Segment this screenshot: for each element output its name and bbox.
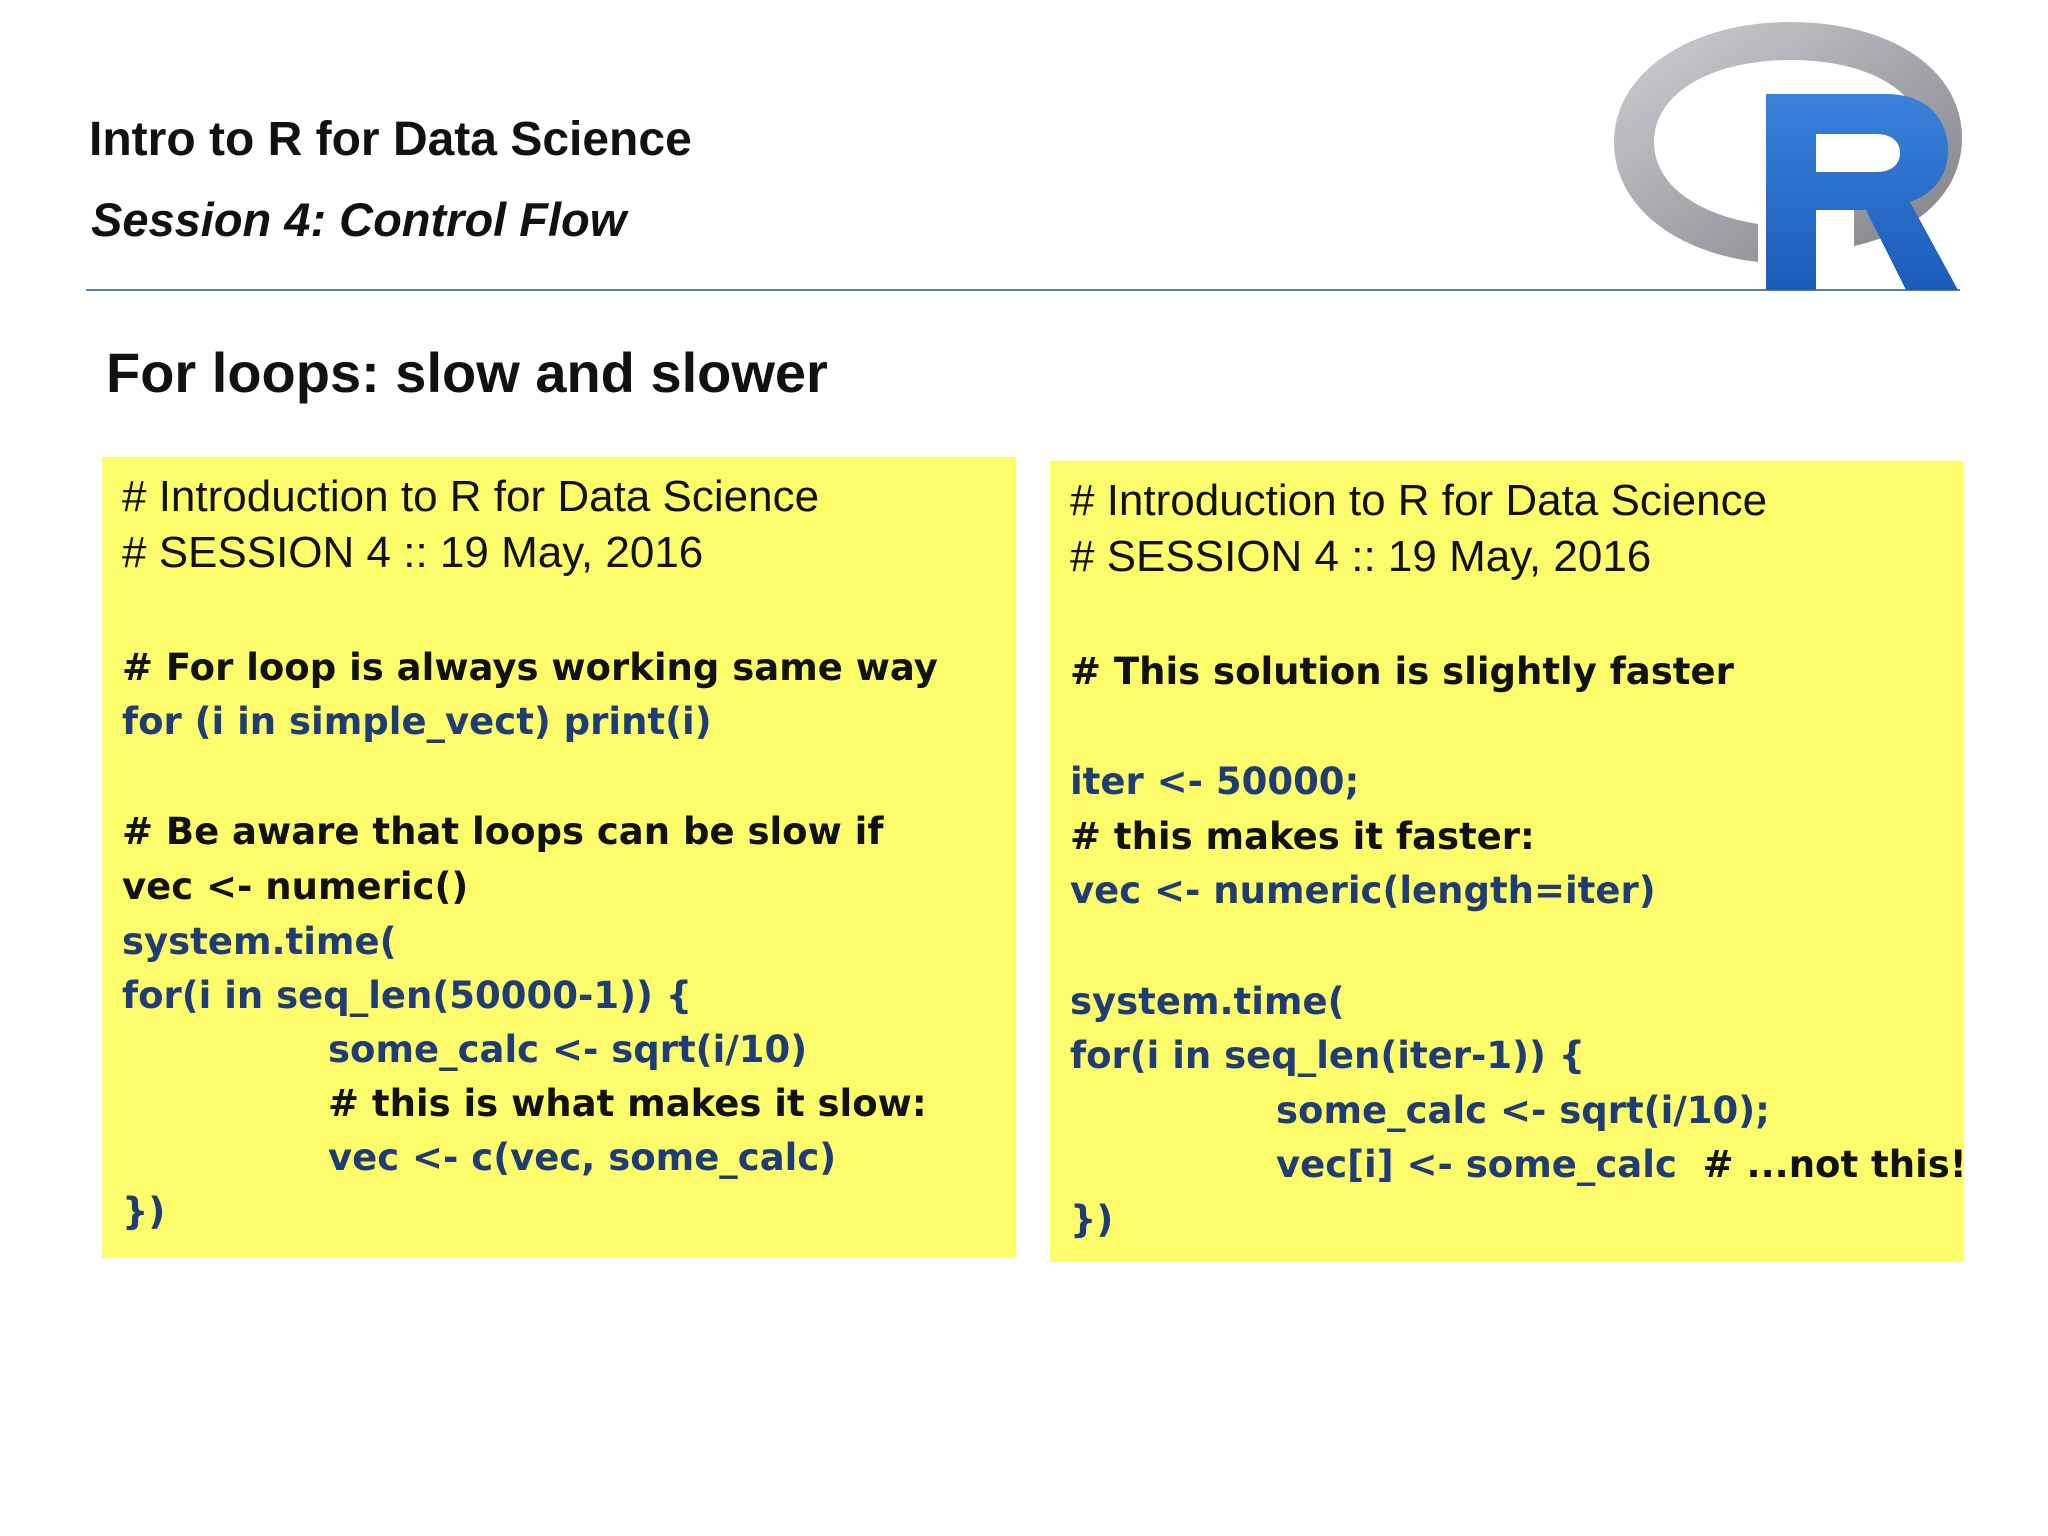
code-line: system.time( [1070, 980, 1345, 1023]
code-line: # Introduction to R for Data Science [122, 472, 820, 521]
presentation-title: Intro to R for Data Science [89, 113, 692, 166]
code-panel-fast [1050, 461, 1967, 1262]
code-line: # this makes it faster: [1070, 815, 1535, 858]
code-line: some_calc <- sqrt(i/10); [1276, 1089, 1770, 1132]
code-statement: vec[i] <- some_calc [1276, 1143, 1677, 1186]
code-line: for(i in seq_len(50000-1)) { [122, 974, 693, 1017]
code-line: for(i in seq_len(iter-1)) { [1070, 1034, 1586, 1077]
code-line: for (i in simple_vect) print(i) [122, 700, 712, 743]
code-line: vec <- c(vec, some_calc) [328, 1136, 837, 1179]
r-logo [1610, 18, 1970, 294]
code-line: system.time( [122, 920, 397, 963]
code-line: iter <- 50000; [1070, 760, 1360, 803]
code-line: some_calc <- sqrt(i/10) [328, 1028, 808, 1071]
code-line [1276, 1143, 1967, 1186]
slide-heading: For loops: slow and slower [106, 341, 828, 404]
code-line: }) [1070, 1198, 1114, 1241]
code-line: # Introduction to R for Data Science [1070, 476, 1768, 525]
session-subtitle: Session 4: Control Flow [91, 193, 627, 246]
code-line: # Be aware that loops can be slow if [122, 810, 884, 853]
code-line: # This solution is slightly faster [1070, 650, 1734, 693]
code-line: # SESSION 4 :: 19 May, 2016 [122, 528, 704, 577]
code-panel-slow [102, 457, 1016, 1258]
code-line: # For loop is always working same way [122, 646, 938, 689]
code-line: vec <- numeric() [122, 865, 469, 908]
code-line: vec <- numeric(length=iter) [1070, 869, 1656, 912]
inline-comment: # ...not this! [1702, 1143, 1967, 1186]
code-line: }) [122, 1190, 166, 1233]
code-line: # SESSION 4 :: 19 May, 2016 [1070, 532, 1652, 581]
code-line: # this is what makes it slow: [328, 1082, 927, 1125]
